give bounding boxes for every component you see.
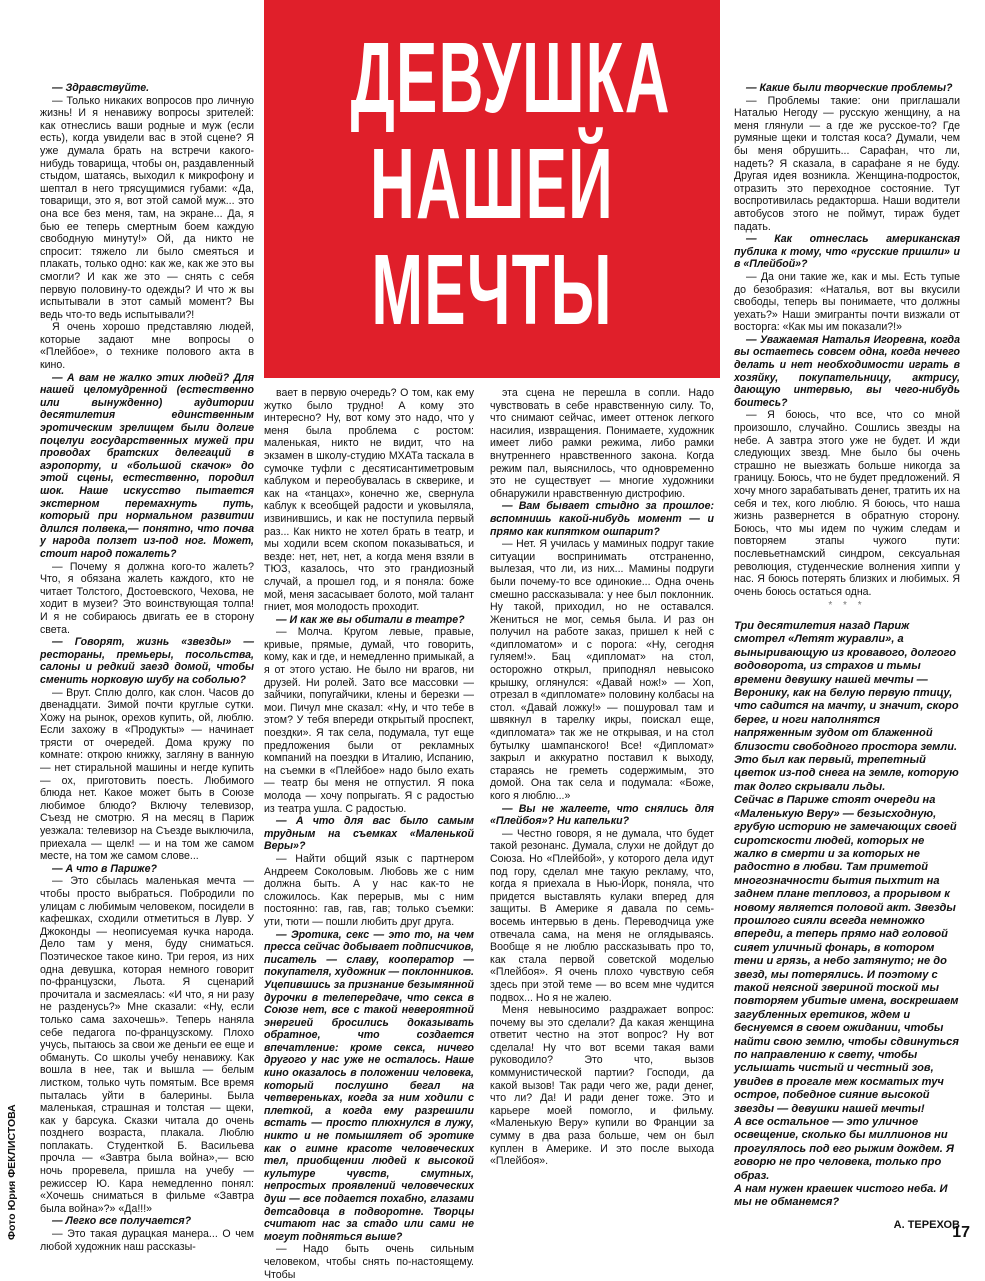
answer-paragraph: — Это такая дурацкая манера... О чем любой художник наш рассказы- [40, 1228, 254, 1253]
title-line-2: НАШЕЙ [370, 128, 614, 240]
answer-paragraph: — Я боюсь, что все, что со мной произошло, случайно. Сошлись звезды на небе. А завтра этого уже не будет. И жди следующих звезд. Мне было бы очень страшно не выезжать больше никогда за границу. Боюсь, что не будет предложений. Я хочу много зарабатывать денег, тратить их на себя и тех, кого люблю. Я боюсь, что наша жизнь развернется в обратную сторону. Боюсь, что мы идем по чужим следам и повторяем этапы чужого пути: послевьетнамский синдром, сексуальная революция, студенческие волнения хиппи у нас. Я боюсь потерять близких и любимых. Я очень боюсь остаться одна. [734, 409, 960, 598]
question-paragraph: — Как отнеслась американская публика к тому, что «русские пришли» и в «Плейбой»? [734, 233, 960, 271]
answer-paragraph: — Почему я должна кого-то жалеть? Что, я обязана жалеть каждого, кто не читает Толстого, Достоевского, Чехова, не ходит в музеи? Это воинствующая толпа! И я не собираюсь двигать ее в сторону света. [40, 560, 254, 636]
answer-paragraph: эта сцена не перешла в сопли. Надо чувствовать в себе нравственную силу. То, что снимают сейчас, имеет оттенок легкого насилия, извращения. Понимаете, художник имеет либо рамки режима, либо рамки внутреннего нравственного закона. Когда режим пал, выяснилось, что одновременно это не существует — многие художники обнаружили нравственную дистрофию. [490, 387, 714, 500]
title-line-3: МЕЧТЫ [371, 234, 613, 346]
answer-paragraph: Я очень хорошо представляю людей, которые задают мне вопросы о «Плейбое», о технике полового акта в кино. [40, 321, 254, 372]
text-column-2 [264, 387, 474, 1281]
author-signature: А. ТЕРЕХОВ [893, 1219, 960, 1231]
answer-paragraph: — Только никаких вопросов про личную жизнь! И я ненавижу вопросы зрителей: как отнеслись ваши родные и муж (если есть), когда увидели вас в этой сцене? Я уже думала брать на встречи какого-нибудь товарища, чтобы он, раздавленный стыдом, шатаясь, выходил к микрофону и шептал в него трясущимися губами: «Да, товарищи, это я, вот этой самой муж... это она все без меня, там, на экране... Да, я бью ее теперь смертным боем каждую свободную минуту!» Ой, да никто не спросит: тяжело ли было смеяться и плакать, только одно: как же, как же это вы смогли? И как же это — снять с себя первую половину-то одежды? И что ж вы испытывали в этот самый момент? Вы ведь что-то ведь испытывали?! [40, 94, 254, 321]
question-paragraph: — А что для вас было самым трудным на съемках «Маленькой Веры»? [264, 815, 474, 853]
photo-credit [0, 1010, 20, 1240]
epilogue-paragraph: Три десятилетия назад Париж смотрел «Летят журавли», а выныривающую из кровавого, долгого водоворота, из страхов и тьмы времени девушку нашей мечты — Веронику, как на белую первую птицу, что садится на мачту, и значит, скоро берег, и ноги наполнятся напряженным зудом от блаженной близости свободного простора земли. Это был как первый, трепетный цветок из-под снега на земле, которую так долго скрывали льды. [734, 620, 959, 793]
epilogue-paragraph: А все остальное — это уличное освещение, сколько бы миллионов ни прогулялось под его рыжим дождем. Я говорю не про человека, только про образ. [734, 1116, 955, 1182]
epilogue-paragraph: Сейчас в Париже стоят очереди на «Маленькую Веру» — безысходную, грубую историю не замечающих своей сиротскости людей, которых не жалко в смерти и за которых не радостно в любви. Там приметой многозначности бытия пыхтит на заднем плане тепловоз, а прорывом к новому является половой акт. Звезды прошлого сияли всегда немножко впереди, а теперь прямо над головой сияет уличный фонарь, в котором тени и грязь, а небо затянуто; не до звезд, мы потерялись. И поэтому с такой неясной звериной тоской мы повторяем убитые имена, воскрешаем загубленных еретиков, ждем и беснуемся в своем ожидании, чтобы найти свою землю, чтобы сдвинуться по направлению к свету, чтобы услышать чистый и честный зов, увидев в прогале меж косматых туч острое, победное сияние высокой звезды — девушки нашей мечты! [734, 794, 959, 1115]
text-column-4 [734, 82, 960, 602]
question-paragraph: — А что в Париже? [52, 862, 157, 875]
question-paragraph: — А вам не жалко этих людей? Для нашей целомудренной (естественно или вынужденно) аудитории десятилетия единственным эротическим зрелищем были долгие поцелуи государственных мужей при проводах братских делегаций в аэропорту, и «большой скачок» до этой сцены, естественно, породил шок. Наше искусство пытается экстерном перемахнуть путь, который при нормальном развитии длился полвека,— понятно, что почва у народа ползет из-под ног. Может, стоит народ пожалеть? [40, 371, 254, 560]
page-number: 17 [952, 1224, 970, 1241]
epilogue-paragraph: А нам нужен краешек чистого неба. И мы не обманемся? [734, 1183, 948, 1209]
title-line-1: ДЕВУШКА [350, 22, 671, 134]
text-column-1 [40, 82, 254, 1253]
answer-paragraph: — Честно говоря, я не думала, что будет такой резонанс. Думала, слухи не дойдут до Союза. Но «Плейбой», у которого дела идут под гору, сделал мне такую рекламу, что, когда я приехала в Нью-Йорк, поняла, что придется выставлять кулаки вперед для защиты. В Америке я давала по семь-восемь интервью в день. Переводчица уже отвечала сама, на меня не оглядываясь. Вообще я не люблю рассказывать про то, как стала первой советской моделью «Плейбоя». Я очень плохо чувствую себя здесь при этой теме — во всем мне чудится подвох... Но я не жалею. [490, 827, 714, 1004]
question-paragraph: — Какие были творческие проблемы? [746, 82, 953, 94]
answer-paragraph: — Это сбылась маленькая мечта — чтобы просто выбраться. Побродили по улицам с любимым человеком, посидели в кафешках, сходили отметиться в Лувр. У Джоконды — неописуемая кучка народа. Дело там у меня, буду сниматься. Поэтическое такое кино. Три героя, из них одна девушка, которая немного говорит по-французски, Льота. Я сценарий прочитала и засмеялась: «И что, я ни разу не разденусь?» Мне сказали: «Ну, если только сама захочешь». Теперь наняла себе педагога по-французскому. Плохо учусь, пытаюсь за свои же деньги ее еще и обмануть. Со школы учебу ненавижу. Как вошла в нее, так и вышла — белым листком, только чуть помятым. Все время пыталась уйти в балерины. Была маленькая, страшная и толстая — щеки, как у барсука. Сказки читала до очень позднего возраста, плакала. Люблю поплакать. Студенткой Б. Васильева прочла — «Завтра была война»,— всю ночь проревела, пришла на учебу — режиссер Ю. Кара немедленно понял: «Хочешь сниматься в фильме «Завтра была война»?» «Да!!!» [40, 875, 254, 1215]
answer-paragraph: — Молча. Кругом левые, правые, кривые, прямые, думай, что говорить, кому, как и где, и немедленно примыкай, а я от этого устаю. Не было ни врагов, ни друзей. Ни ролей. Зато все массовки — зайчики, попугайчики, клены и березки — мои. Пичул мне сказал: «Ну, и что тебе в этом? У тебя впереди открытый проспект, поездки». Я так села, подумала, тут еще предложения были от рекламных компаний на поездки в Италию, Испанию, на съемки в «Плейбое» надо было ехать — театр бы меня не отпустил. Я пока молода — хочу попрыгать. Я с радостью из театра ушла. С радостью. [264, 626, 474, 815]
answer-paragraph: — Надо быть очень сильным человеком, чтобы снять по-настоящему. Чтобы [264, 1243, 474, 1281]
question-paragraph: — Вам бывает стыдно за прошлое: вспомнишь какой-нибудь момент — и прямо как кипятком ошпарит? [490, 500, 714, 538]
question-paragraph: — Легко все получается? [52, 1215, 192, 1228]
question-paragraph: — Уважаемая Наталья Игоревна, когда вы остаетесь совсем одна, когда нечего делать и нет необходимости играть в хозяйку, покупательницу, актрису, дающую интервью, вы чего-нибудь боитесь? [734, 333, 960, 409]
answer-paragraph: вает в первую очередь? О том, как ему жутко было трудно! А кому это интересно? Ну, вот кому это надо, что у меня была проблема с ростом: маленькая, никто не видит, что на экзамен в школу-студию МХАТа таскала в сумочке туфли с десятисантиметровым каблуком и переобувалась в скверике, и как на «танцах», конечно же, свернула каблук к всеобщей радости и уковыляла, извинившись, и как не поступила первый раз... Как никто не хотел брать в театр, и мы ходили всем скопом показываться, и везде: нет, нет, нет, а когда меня взяли в ТЮЗ, казалось, что это грандиозный случай, а прошел год, и я поняла: боже мой, меня засасывает болото, мой талант гниет, моя молодость проходит. [264, 387, 474, 614]
text-column-3 [490, 387, 714, 1242]
answer-paragraph: — Найти общий язык с партнером Андреем Соколовым. Любовь же с ним должна быть. А у нас как-то не сложилось. Как перерыв, мы с ним постоянно: гав, гав, гав; только съемки: ути, тюти — пошли любить друг друга. [264, 852, 474, 928]
section-separator: * * * [828, 600, 866, 611]
answer-paragraph: Меня невыносимо раздражает вопрос: почему вы это сделали? Да какая женщина ответит честно на этот вопрос? Ну вот сделала! Ну что вот всеми такая вами руководило? Это что, вызов коммунистической партии? Господи, да какой вызов! Так ради чего же, ради денег, что ли? Да! И ради денег тоже. Это и карьере моей помогло, и фильму. «Маленькую Веру» купили во Франции за сумму в два раза больше, чем он был куплен в Америке. И это после выхода «Плейбоя». [490, 1004, 714, 1168]
answer-paragraph: — Да они такие же, как и мы. Есть тупые до безобразия: «Наталья, вот вы вкусили свободы, теперь вы понимаете, что должны уехать?» Наши эмигранты почти визжали от восторга: «Как мы им показали?!» [734, 270, 960, 334]
answer-paragraph: — Нет. Я училась у маминых подруг такие ситуации воспринимать отстраненно, вылезая, что ли, из них... Мамины подруги были почему-то все одинокие... Одна очень смешно рассказывала: у нее был поклонник. Ну такой, приходил, но не оставался. Жениться не мог, семья была. И раз он получил на работе заказ, пришел к ней с «дипломатом» и с порога: «Ну, сегодня гуляем!». Бац «дипломат» на стол, осторожно открыл, приподнял невысоко крышку, оглянулся: «Давай нож!» — Хоп, отрезал в «дипломате» половину колбасы на стол. «Давай ложку!» — пошуровал там и швякнул в тарелку икры, поискал еще, «дипломата» так же не открывая, и на стол бутылку шампанского! Все! «Дипломат» закрыл и аккуратно поставил к выходу, стараясь не греметь содержимым, это домой. Она так села и подумала: «Боже, кого я люблю...» [490, 538, 714, 802]
question-paragraph: — Говорят, жизнь «звезды» — рестораны, премьеры, посольства, салоны и редкий заезд домой, чтобы сменить норковую шубу на соболью? [40, 636, 254, 686]
answer-paragraph: — Проблемы такие: они приглашали Наталью Негоду — русскую женщину, а на меня глянули — а где же русское-то? Где румяные щеки и толстая коса? Думали, чем бы меня обрушить... Сарафан, что ли, надеть? Я сказала, в сарафане я не буду. Другая идея возникла. Женщина-подросток, отразить это переходное состояние. Тут воспротивилась редакторша. Наши водители автобусов этого не поймут, тираж будет падать. [734, 94, 960, 233]
question-paragraph: — Эротика, секс — это то, на чем пресса сейчас добывает подписчиков, писатель — славу, кооператор — покупателя, художник — поклонников. Уцепившись за признание безымянной дурочки в телепередаче, что секса в Союзе нет, все с такой невероятной энергией бросились доказывать обратное, что создается впечатление: кроме секса, ничего другого у нас уже не осталось. Наше кино оказалось в положении человека, который послушно бегал на четвереньках, когда за ним ходили с плеткой, а когда ему разрешили встать — просто плюхнулся в лужу, никто и не помышляет об эротике как о гимне красоте человеческих тел, приобщении людей к высокой культуре чувств, смутных, непростых проявлений человеческих душ — все подается похабно, глазами детсадовца в подворотне. Творцы считают нас за стадо или сами не могут подняться выше? [264, 928, 474, 1243]
title-banner [264, 0, 720, 378]
answer-paragraph: — Врут. Сплю долго, как слон. Часов до двенадцати. Зимой почти круглые сутки. Хожу на рынок, орехов купить, ой, люблю. Если захожу в «Продукты» — начинает трясти от очередей. Дома кружу по комнате: открою книжку, загляну в ванную — нет стиральной машины и негде купить — ох, приготовить поесть. Любимого блюда нет. Какое может быть в Союзе любимое блюдо? Включу телевизор, Съезд не смотрю. Я на месяц в Париж уезжала: телевизор на Съезде выключила, приехала — щелк! — и на том же самом месте, на том же самом слове... [40, 686, 254, 863]
photo-credit-text: Фото Юрия ФЕКЛИСТОВА [6, 1104, 18, 1240]
epilogue-text [734, 620, 960, 1210]
question-paragraph: — И как же вы обитали в театре? [276, 613, 465, 626]
question-paragraph: — Здравствуйте. [52, 82, 150, 94]
question-paragraph: — Вы не жалеете, что снялись для «Плейбоя»? Ни капельки? [490, 802, 714, 828]
